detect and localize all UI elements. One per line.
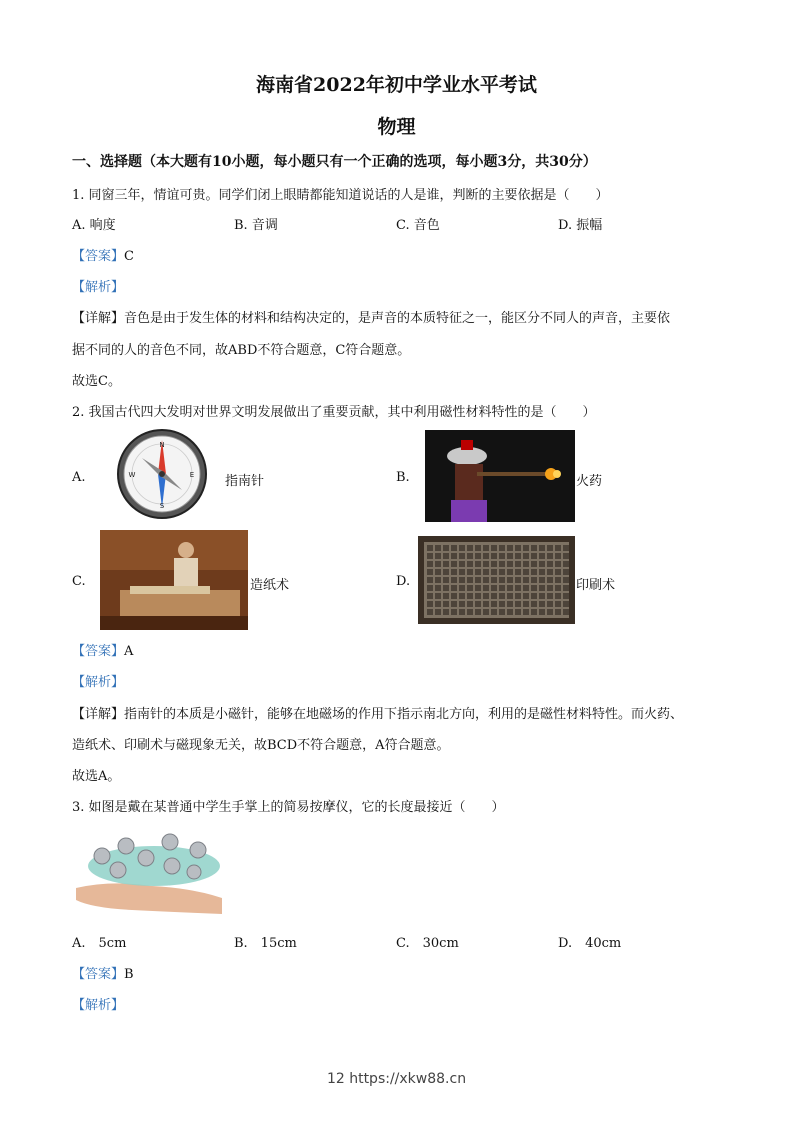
type-block [531,553,537,559]
type-block [507,553,513,559]
q1-analysis-tag: 【解析】 [72,280,125,295]
answer-tag: 【答案】 [72,644,125,659]
type-block [491,577,497,583]
q1-answer: C [124,249,134,264]
type-block [507,593,513,599]
q2-option-d-letter: D. [396,574,411,589]
type-block [547,561,553,567]
type-block [531,609,537,615]
papermaking-image [100,530,248,630]
type-block [475,609,481,615]
type-block [467,593,473,599]
q1-option-c: C. 音色 [396,218,440,233]
type-block [539,601,545,607]
type-block [443,577,449,583]
type-block [483,601,489,607]
type-block [491,593,497,599]
type-block [499,585,505,591]
q3-option-c: C. 30cm [396,936,459,951]
type-block [531,569,537,575]
type-block [427,569,433,575]
type-block [427,609,433,615]
type-block [435,601,441,607]
type-block [435,553,441,559]
type-block [459,545,465,551]
massager-image [72,828,224,916]
type-block [515,545,521,551]
compass-image [112,428,212,520]
type-block [451,585,457,591]
type-block [451,609,457,615]
type-block [459,569,465,575]
q2-answer: A [124,644,134,659]
type-block [531,577,537,583]
type-block [499,577,505,583]
type-block [427,577,433,583]
type-block [531,593,537,599]
type-block [451,601,457,607]
type-block [499,609,505,615]
type-block [491,569,497,575]
q3-option-a: A. 5cm [72,936,127,951]
type-block [555,601,561,607]
type-block [443,545,449,551]
q2-conclusion: 故选A。 [72,769,121,784]
type-block [483,577,489,583]
type-block [459,593,465,599]
type-block [475,553,481,559]
type-block [427,585,433,591]
type-block [539,553,545,559]
type-block [539,577,545,583]
type-block [563,601,569,607]
type-block [467,545,473,551]
q2-stem: 2. 我国古代四大发明对世界文明发展做出了重要贡献，其中利用磁性材料特性的是（ ） [72,405,596,420]
type-block [459,609,465,615]
type-block [483,585,489,591]
type-block [515,569,521,575]
q3-stem: 3. 如图是戴在某普通中学生手掌上的简易按摩仪，它的长度最接近（ ） [72,800,505,815]
type-block [491,601,497,607]
type-block [467,553,473,559]
compass-mark-s: S [159,502,165,510]
type-block [547,569,553,575]
type-block [523,601,529,607]
type-block [539,561,545,567]
q1-option-a: A. 响度 [72,218,116,233]
page-footer[interactable]: 12 https://xkw88.cn [326,1071,467,1087]
type-block [443,569,449,575]
type-block [507,545,513,551]
type-block [563,553,569,559]
subject-title: 物理 [377,116,416,138]
type-block [499,553,505,559]
type-block [475,585,481,591]
compass-mark-n: N [159,441,165,449]
type-block [523,577,529,583]
type-block [459,561,465,567]
section-heading: 一、选择题（本大题有10小题，每小题只有一个正确的选项，每小题3分，共30分） [72,154,597,170]
type-block [443,601,449,607]
type-block [507,585,513,591]
type-block [563,609,569,615]
type-block [459,577,465,583]
q1-stem: 1. 同窗三年，情谊可贵。同学们闭上眼睛都能知道说话的人是谁，判断的主要依据是（ ） [72,188,609,203]
type-block [555,561,561,567]
answer-tag: 【答案】 [72,967,125,982]
compass-icon [112,428,212,520]
q2-detail-line2: 造纸术、印刷术与磁现象无关，故BCD不符合题意，A符合题意。 [72,738,450,753]
type-block [459,553,465,559]
type-block [443,585,449,591]
type-block [555,553,561,559]
type-block [491,609,497,615]
q2-option-a-letter: A. [72,470,86,485]
page-title: 海南省2022年初中学业水平考试 [256,74,537,96]
type-block [483,593,489,599]
type-block [555,585,561,591]
type-block [507,609,513,615]
type-block [523,609,529,615]
type-block [523,569,529,575]
q1-conclusion: 故选C。 [72,374,121,389]
type-block [499,569,505,575]
type-block [459,585,465,591]
musketeer-icon [425,430,575,522]
type-block [507,577,513,583]
type-block [427,553,433,559]
type-block [467,569,473,575]
compass-mark-w: W [128,471,136,479]
movable-type-icon [418,536,575,624]
q2-detail-line1: 【详解】指南针的本质是小磁针，能够在地磁场的作用下指示南北方向，利用的是磁性材料特性。而火药、 [72,707,684,722]
type-block [435,561,441,567]
type-block [467,609,473,615]
type-block [451,553,457,559]
type-block [515,585,521,591]
q3-analysis-tag: 【解析】 [72,998,125,1013]
type-block [483,553,489,559]
q2-analysis-tag: 【解析】 [72,675,125,690]
type-block [443,553,449,559]
type-block [515,609,521,615]
q3-answer: B [124,967,134,982]
type-block [483,569,489,575]
gunpowder-image [425,430,575,522]
type-block [539,569,545,575]
type-block [507,561,513,567]
detail-tag: 【详解】 [72,707,125,722]
q2-option-c-letter: C. [72,574,86,589]
type-block [523,561,529,567]
type-block [459,601,465,607]
q3-answer-row [72,963,134,982]
type-block [435,569,441,575]
type-block [491,545,497,551]
type-block [451,545,457,551]
type-block [547,601,553,607]
type-block [563,585,569,591]
type-block [427,593,433,599]
type-block [531,561,537,567]
type-block [547,585,553,591]
type-block [547,609,553,615]
q2-option-c-label: 造纸术 [250,578,290,593]
type-block [467,577,473,583]
q2-option-a-label: 指南针 [225,474,265,489]
type-block [523,545,529,551]
type-block [435,609,441,615]
type-block [483,561,489,567]
type-block [435,545,441,551]
type-block [443,593,449,599]
type-block [491,561,497,567]
type-block [555,545,561,551]
type-block [467,585,473,591]
q1-detail-line1: 【详解】音色是由于发生体的材料和结构决定的，是声音的本质特征之一，能区分不同人的声音，主要依 [72,311,671,326]
q2-option-b-letter: B. [396,470,410,485]
type-block [507,569,513,575]
type-block [523,585,529,591]
type-block [563,561,569,567]
type-block [475,577,481,583]
type-block [523,593,529,599]
q1-option-d: D. 振幅 [558,218,603,233]
type-block [499,593,505,599]
type-block [539,545,545,551]
type-block [555,609,561,615]
type-block [515,553,521,559]
type-block [555,577,561,583]
type-block [451,593,457,599]
type-block [547,545,553,551]
type-block [475,545,481,551]
type-block [435,585,441,591]
hand-massager-icon [72,828,224,916]
type-block [443,609,449,615]
type-block [563,545,569,551]
type-block [531,545,537,551]
type-block [515,577,521,583]
type-block [555,593,561,599]
type-block [467,561,473,567]
type-block [475,569,481,575]
q3-option-b: B. 15cm [234,936,297,951]
q3-option-d: D. 40cm [558,936,622,951]
type-block [523,553,529,559]
q1-answer-row [72,245,134,264]
type-block [483,545,489,551]
type-block [499,561,505,567]
type-block [427,545,433,551]
type-block [451,561,457,567]
printing-image [418,536,575,624]
answer-tag: 【答案】 [72,249,125,264]
type-block [451,577,457,583]
type-block [483,609,489,615]
q1-option-b: B. 音调 [234,218,278,233]
type-block [451,569,457,575]
type-block [531,601,537,607]
type-block [547,553,553,559]
type-block [475,593,481,599]
detail-tag: 【详解】 [72,311,125,326]
type-block [539,609,545,615]
type-block [547,577,553,583]
type-block [555,569,561,575]
type-block [435,577,441,583]
type-block [475,601,481,607]
q1-detail-line2: 据不同的人的音色不同，故ABD不符合题意，C符合题意。 [72,343,411,358]
type-block [435,593,441,599]
type-block [539,593,545,599]
q2-option-b-label: 火药 [576,474,603,489]
q2-option-d-label: 印刷术 [576,578,616,593]
type-block [427,561,433,567]
q2-answer-row [72,640,133,659]
papermaker-icon [100,530,248,630]
type-block [531,585,537,591]
type-block [443,561,449,567]
type-block [475,561,481,567]
type-block [547,593,553,599]
type-block [427,601,433,607]
type-block [515,561,521,567]
type-block [491,585,497,591]
type-block [563,569,569,575]
type-block [563,577,569,583]
compass-mark-e: E [189,471,195,479]
type-block [515,593,521,599]
type-block [467,601,473,607]
type-block [539,585,545,591]
type-block [499,545,505,551]
type-block [563,593,569,599]
type-block [515,601,521,607]
type-block [499,601,505,607]
type-block [491,553,497,559]
type-block [507,601,513,607]
